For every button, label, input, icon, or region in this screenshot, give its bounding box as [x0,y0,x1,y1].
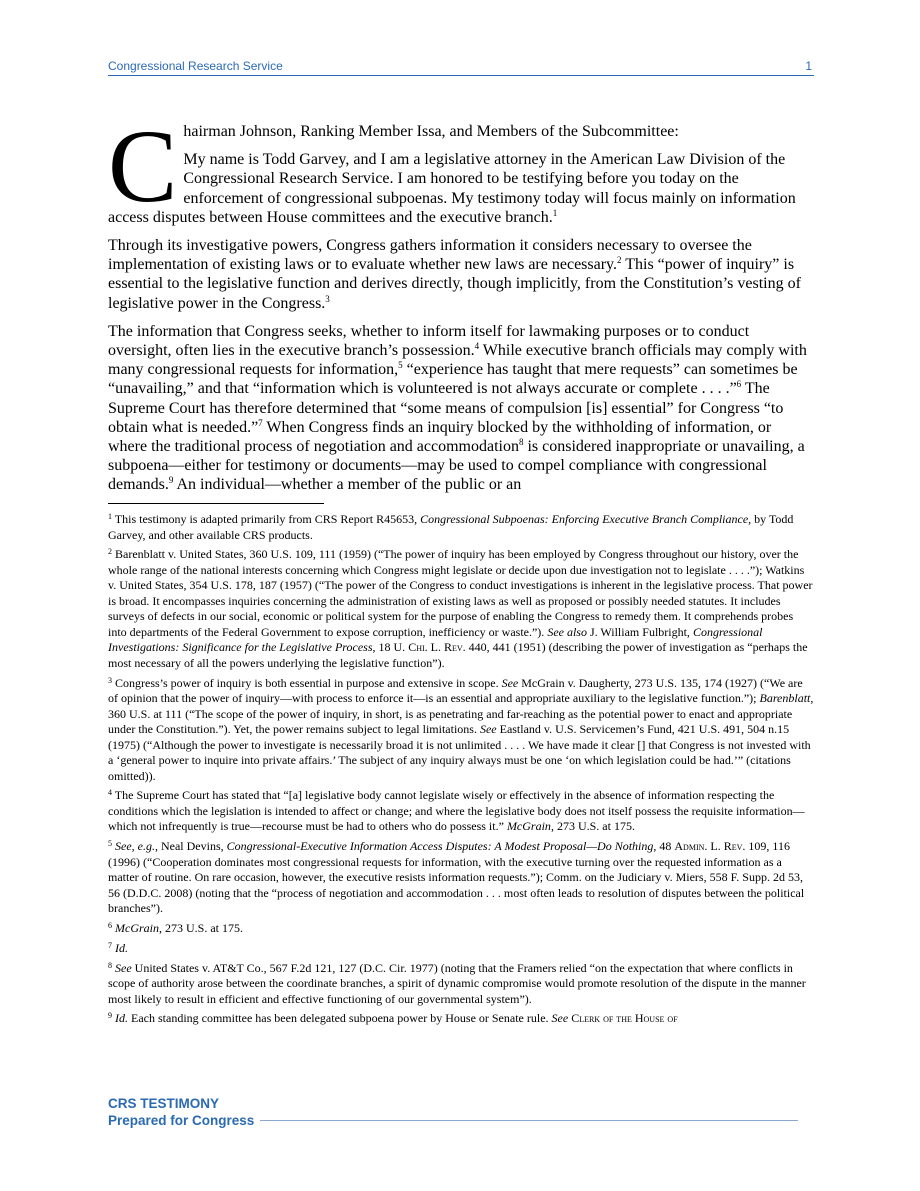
page-footer [108,1095,798,1129]
page-number: 1 [805,59,812,73]
footnote-ref-6: 6 [736,379,742,390]
intro-paragraph: My name is Todd Garvey, and I am a legislative attorney in the American Law Division of the Congressional Research Service. I am honored to be testifying before you today on the enforcement of congressional subpoenas. My testimony today will focus mainly on information access disputes between House committees and the executive branch.$^1$ [108,151,796,226]
footer-label: CRS TESTIMONY [108,1096,220,1111]
footnote-5: $^5$ See, e.g., Neal Devins, Congressional-Executive Information Access Disputes: A Modest Proposal—Do Nothing, 48 Admin. L. Rev. 109, 116 (1996) (“Cooperation dominates most congressional requests for information, with the executive turning over the requested information as a matter of routine. On rare occasion, however, the executive resists information requests.”); Comm. on the Judiciary v. Miers, 558 F. Supp. 2d 53, 56 (D.D.C. 2008) (noting that the “process of negotiation and accommodation . . . most often leads to resolution of disputes between the political branches”). [108,839,805,916]
footnotes [108,512,814,1031]
drop-cap: C [108,109,178,224]
footnote-1: $^1$ This testimony is adapted primarily from CRS Report R45653, Congressional Subpoenas: Enforcing Executive Branch Compliance, by Todd Garvey, and other available CRS products. [108,512,794,542]
footnote-8: $^8$ See United States v. AT&T Co., 567 F.2d 121, 127 (D.C. Cir. 1977) (noting that the Framers relied “on the expectation that where conflicts in scope of authority arose between the coordinate branches, a spirit of dynamic compromise would promote resolution of the dispute in the manner most likely to result in efficient and effective functioning of our governmental system”). [108,960,806,1006]
footnote-3: $^3$ Congress’s power of inquiry is both essential in purpose and extensive in scope. See McGrain v. Daugherty, 273 U.S. 135, 174 (1927) (“We are of opinion that the power of inquiry—with process to enforce it—is an essential and appropriate auxiliary to the legislative function.”); Barenblatt, 360 U.S. at 111 (“The scope of the power of inquiry, in short, is as penetrating and far-reaching as the potential power to enact and appropriate under the Constitution.”). Yet, the power remains subject to legal limitations. See Eastland v. U.S. Servicemen’s Fund, 421 U.S. 491, 504 n.15 (1975) (“Although the power to investigate is necessarily broad it is not unlimited . . . . We have made it clear [] that Congress is not invested with a ‘general power to inquire into private affairs.’ The subject of any inquiry always must be one ‘on which legislation could be had.’” (citations omitted)). [108,675,814,783]
information-paragraph: The information that Congress seeks, whether to inform itself for lawmaking purposes or to conduct oversight, often lies in the executive branch’s possession.$^4$ While executive branch officials may comply with many congressional requests for information,$^5$ “experience has taught that mere requests” can sometimes be “unavailing,” and that “information which is volunteered is not always accurate or complete . . . .”$^6$ The Supreme Court has therefore determined that “some means of compulsion [is] essential” for Congress “to obtain what is needed.”$^7$ When Congress finds an inquiry blocked by the withholding of information, or where the traditional process of negotiation and accommodation$^8$ is considered inappropriate or unavailing, a subpoena—either for testimony or documents—may be used to compel compliance with congressional demands.$^9$ An individual—whether a member of the public or an [108,322,807,494]
footnote-ref-3: 3 [325,293,330,304]
salutation-text: hairman Johnson, Ranking Member Issa, and Members of the Subcommittee: [183,123,679,140]
footnote-ref-2: 2 [617,255,622,266]
footnote-7: $^7$ Id. [108,940,128,955]
page-header [108,58,814,76]
footnote-ref-5: 5 [398,360,403,371]
inquiry-paragraph: Through its investigative powers, Congress gathers information it considers necessary to oversee the implementation of existing laws or to evaluate whether new laws are necessary.$^2$ This “power of inquiry” is essential to the legislative function and derives directly, though implicitly, from the Constitution’s vesting of legislative power in the Congress.$^3$ [108,237,801,312]
footnote-2: $^2$ Barenblatt v. United States, 360 U.S. 109, 111 (1959) (“The power of inquiry has been employed by Congress throughout our history, over the whole range of the national interests concerning which Congress might legislate or decide upon due investigation not to legislate . . . .”); Watkins v. United States, 354 U.S. 178, 187 (1957) (“The power of the Congress to conduct investigations is inherent in the legislative process. That power is broad. It encompasses inquiries concerning the administration of existing laws as well as proposed or possibly needed statutes. It includes surveys of defects in our social, economic or political system for the purpose of enabling the Congress to remedy them. It comprehends probes into departments of the Federal Government to expose corruption, inefficiency or waste.”). See also J. William Fulbright, Congressional Investigations: Significance for the Legislative Process, 18 U. Chi. L. Rev. 440, 441 (1951) (describing the power of investigation as “perhaps the most necessary of all the powers underlying the legislative function”). [108,547,813,670]
footnote-6: $^6$ McGrain, 273 U.S. at 175. [108,920,243,935]
footnote-ref-9: 9 [168,475,174,486]
footer-rule [260,1120,798,1121]
footnote-ref-4: 4 [474,341,480,352]
footnote-ref-1: 1 [552,207,558,218]
footnote-4: $^4$ The Supreme Court has stated that “[a] legislative body cannot legislate wisely or effectively in the absence of information respecting the conditions which the legislation is intended to affect or change; and where the legislative body does not itself possess the requisite information—which not infrequently is true—recourse must be had to others who do possess it.” McGrain, 273 U.S. at 175. [108,788,805,834]
header-title: Congressional Research Service [108,59,283,73]
footnote-ref-7: 7 [258,417,263,428]
testimony-body [108,109,814,504]
footnote-separator [108,503,324,504]
footer-tagline: Prepared for Congress [108,1113,255,1128]
footnote-ref-8: 8 [518,437,524,448]
footnote-9: $^9$ Id. Each standing committee has been delegated subpoena power by House or Senate rule. See Clerk of the House of [108,1011,678,1026]
